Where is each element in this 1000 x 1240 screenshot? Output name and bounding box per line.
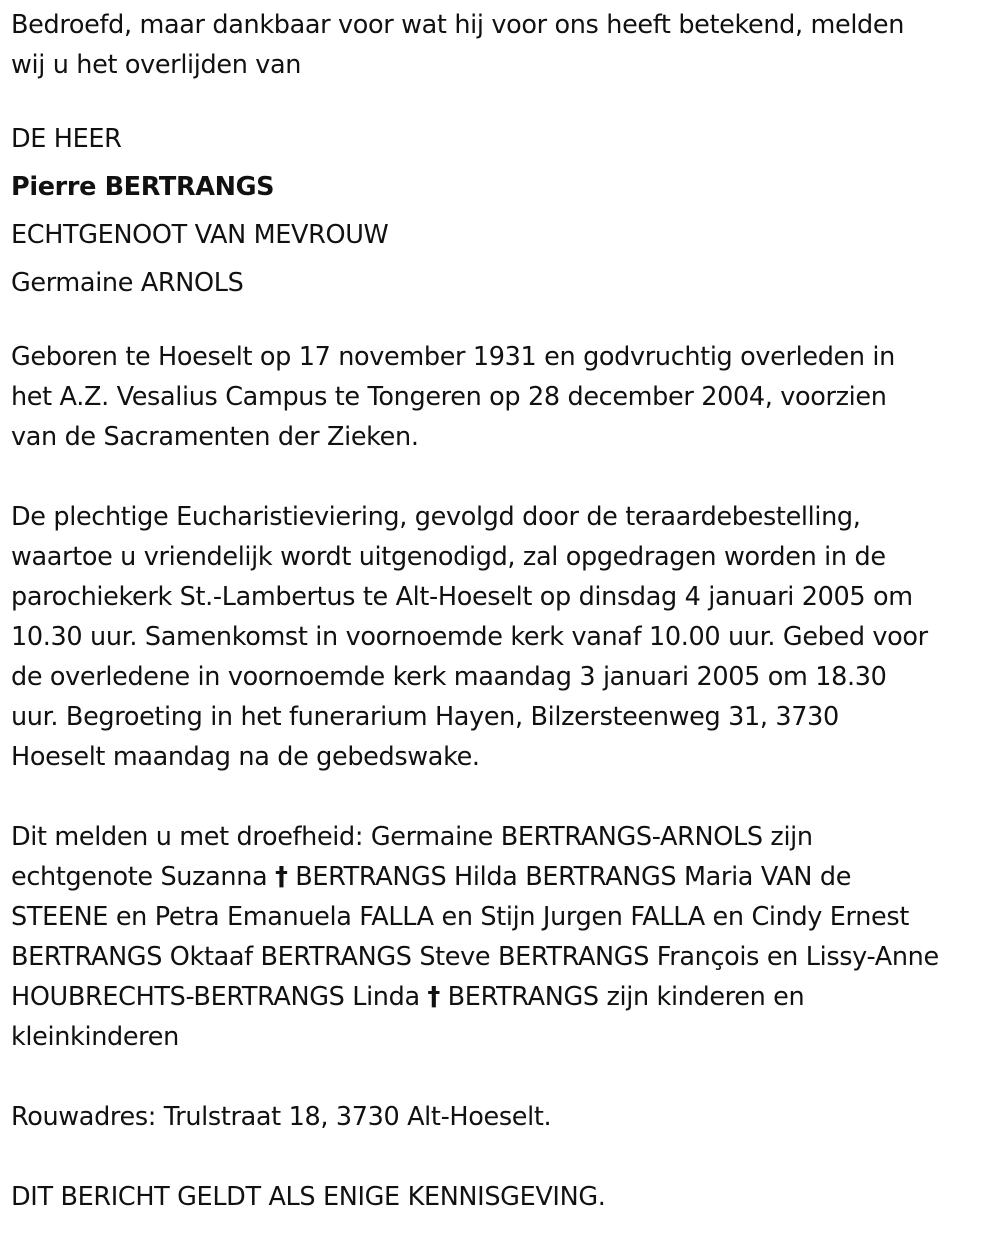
ceremony-line: Hoeselt maandag na de gebedswake. <box>11 742 480 772</box>
closing-paragraph <box>11 1177 993 1217</box>
family-text: HOUBRECHTS-BERTRANGS Linda <box>11 982 428 1012</box>
cross-icon: † <box>275 862 288 892</box>
deceased-name: Pierre BERTRANGS <box>11 172 275 202</box>
ceremony-line: de overledene in voornoemde kerk maandag 3 januari 2005 om 18.30 <box>11 662 887 692</box>
deceased-heading <box>11 115 993 307</box>
birth-line: van de Sacramenten der Zieken. <box>11 422 419 452</box>
ceremony-line: parochiekerk St.-Lambertus te Alt-Hoeselt op dinsdag 4 januari 2005 om <box>11 582 913 612</box>
family-text: BERTRANGS Hilda BERTRANGS Maria VAN de <box>287 862 852 892</box>
closing-statement: DIT BERICHT GELDT ALS ENIGE KENNISGEVING. <box>11 1182 606 1212</box>
ceremony-line: waartoe u vriendelijk wordt uitgenodigd, zal opgedragen worden in de <box>11 542 886 572</box>
family-line: STEENE en Petra Emanuela FALLA en Stijn Jurgen FALLA en Cindy Ernest <box>11 902 909 932</box>
relation-line: ECHTGENOOT VAN MEVROUW <box>11 220 389 250</box>
family-line: kleinkinderen <box>11 1022 179 1052</box>
family-line <box>11 857 993 897</box>
intro-paragraph <box>11 0 993 85</box>
ceremony-line: 10.30 uur. Samenkomst in voornoemde kerk vanaf 10.00 uur. Gebed voor <box>11 622 928 652</box>
family-paragraph <box>11 817 993 1057</box>
obituary-notice <box>11 0 993 1217</box>
mourning-address: Rouwadres: Trulstraat 18, 3730 Alt-Hoeselt. <box>11 1102 552 1132</box>
intro-line: wij u het overlijden van <box>11 50 302 80</box>
ceremony-line: uur. Begroeting in het funerarium Hayen, Bilzersteenweg 31, 3730 <box>11 702 839 732</box>
ceremony-paragraph <box>11 497 993 777</box>
family-line: Dit melden u met droefheid: Germaine BERTRANGS-ARNOLS zijn <box>11 822 813 852</box>
family-line: BERTRANGS Oktaaf BERTRANGS Steve BERTRANGS François en Lissy-Anne <box>11 942 939 972</box>
family-text: echtgenote Suzanna <box>11 862 276 892</box>
title-line: DE HEER <box>11 124 122 154</box>
birth-line: het A.Z. Vesalius Campus te Tongeren op 28 december 2004, voorzien <box>11 382 887 412</box>
family-text: BERTRANGS zijn kinderen en <box>439 982 805 1012</box>
family-line <box>11 977 993 1017</box>
ceremony-line: De plechtige Eucharistieviering, gevolgd door de teraardebestelling, <box>11 502 861 532</box>
cross-icon: † <box>427 982 440 1012</box>
birth-line: Geboren te Hoeselt op 17 november 1931 en godvruchtig overleden in <box>11 342 895 372</box>
intro-line: Bedroefd, maar dankbaar voor wat hij voor ons heeft betekend, melden <box>11 10 905 40</box>
address-paragraph <box>11 1097 993 1137</box>
spouse-name: Germaine ARNOLS <box>11 268 244 298</box>
birth-paragraph <box>11 337 993 457</box>
